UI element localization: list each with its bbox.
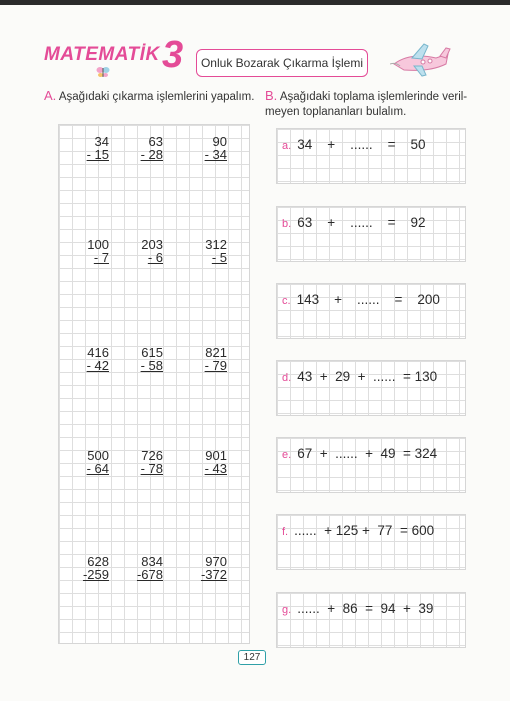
subtrahend: - 64 <box>86 461 109 476</box>
subtrahend: - 43 <box>204 461 227 476</box>
minuend: 901 <box>205 448 227 463</box>
minuend: 90 <box>212 134 227 149</box>
subtraction-problem <box>129 238 163 264</box>
subtrahend: - 6 <box>147 250 163 265</box>
problem-letter: c. <box>282 295 291 307</box>
minuend: 726 <box>141 448 163 463</box>
subtrahend: -372 <box>200 567 227 582</box>
subtrahend: - 79 <box>204 358 227 373</box>
problem-expression: 143 + ...... = 200 <box>296 292 440 307</box>
addition-problem <box>282 292 440 307</box>
subtraction-problem <box>75 449 109 475</box>
problem-expression: ...... + 86 = 94 + 39 <box>297 601 434 616</box>
subtraction-problem <box>75 555 109 581</box>
minuend: 63 <box>148 134 163 149</box>
problem-expression: 67 + ...... + 49 = 324 <box>297 446 438 461</box>
subtraction-problem <box>193 346 227 372</box>
minuend: 203 <box>141 237 163 252</box>
minuend: 628 <box>87 554 109 569</box>
subtrahend: - 5 <box>211 250 227 265</box>
subtrahend: - 7 <box>93 250 109 265</box>
problem-letter: b. <box>282 218 292 230</box>
subtrahend: - 42 <box>86 358 109 373</box>
subject-title: MATEMATİK <box>44 44 160 65</box>
addition-problem <box>282 523 434 538</box>
minuend: 100 <box>87 237 109 252</box>
page-header <box>38 34 478 80</box>
subtrahend: - 34 <box>204 147 227 162</box>
addition-problem <box>282 369 437 384</box>
subtraction-problem <box>193 555 227 581</box>
problem-letter: g. <box>282 604 292 616</box>
subtraction-problem <box>75 346 109 372</box>
minuend: 416 <box>87 345 109 360</box>
butterfly-icon <box>96 66 110 78</box>
minuend: 970 <box>205 554 227 569</box>
subtrahend: -259 <box>82 567 109 582</box>
minuend: 615 <box>141 345 163 360</box>
problem-letter: a. <box>282 140 292 152</box>
problem-expression: 63 + ...... = 92 <box>297 215 426 230</box>
subtraction-problem <box>75 238 109 264</box>
problem-letter: d. <box>282 372 292 384</box>
problem-expression: 43 + 29 + ...... = 130 <box>297 369 438 384</box>
subtraction-problem <box>75 135 109 161</box>
topic-box: Onluk Bozarak Çıkarma İşlemi <box>196 49 368 77</box>
subtrahend: - 58 <box>140 358 163 373</box>
problem-expression: 34 + ...... = 50 <box>297 137 426 152</box>
section-a-instruction: A. Aşağıdaki çıkarma işlemlerini yapalım. <box>44 88 255 103</box>
problem-expression: ...... + 125 + 77 = 600 <box>294 523 435 538</box>
minuend: 821 <box>205 345 227 360</box>
subtrahend: - 15 <box>86 147 109 162</box>
minuend: 312 <box>205 237 227 252</box>
subtraction-problem <box>193 449 227 475</box>
airplane-icon <box>390 42 452 78</box>
minuend: 500 <box>87 448 109 463</box>
section-b-instruction: B. Aşağıdaki toplama işlemlerinde veril- meyen toplananları bulalım. <box>265 88 468 118</box>
subtraction-problem <box>193 238 227 264</box>
problem-letter: e. <box>282 449 292 461</box>
subtrahend: - 28 <box>140 147 163 162</box>
minuend: 34 <box>94 134 109 149</box>
subtraction-problem <box>129 346 163 372</box>
addition-problem <box>282 601 433 616</box>
minuend: 834 <box>141 554 163 569</box>
addition-problem <box>282 215 426 230</box>
subtraction-problem <box>193 135 227 161</box>
top-edge-bar <box>0 0 510 5</box>
subtraction-problem <box>129 555 163 581</box>
addition-problem <box>282 446 437 461</box>
subtraction-problem <box>129 135 163 161</box>
grade-number: 3 <box>162 34 184 76</box>
subtrahend: -678 <box>136 567 163 582</box>
page-number: 127 <box>238 650 266 665</box>
subtraction-problem <box>129 449 163 475</box>
addition-problem <box>282 137 426 152</box>
subtrahend: - 78 <box>140 461 163 476</box>
problem-letter: f. <box>282 526 289 538</box>
